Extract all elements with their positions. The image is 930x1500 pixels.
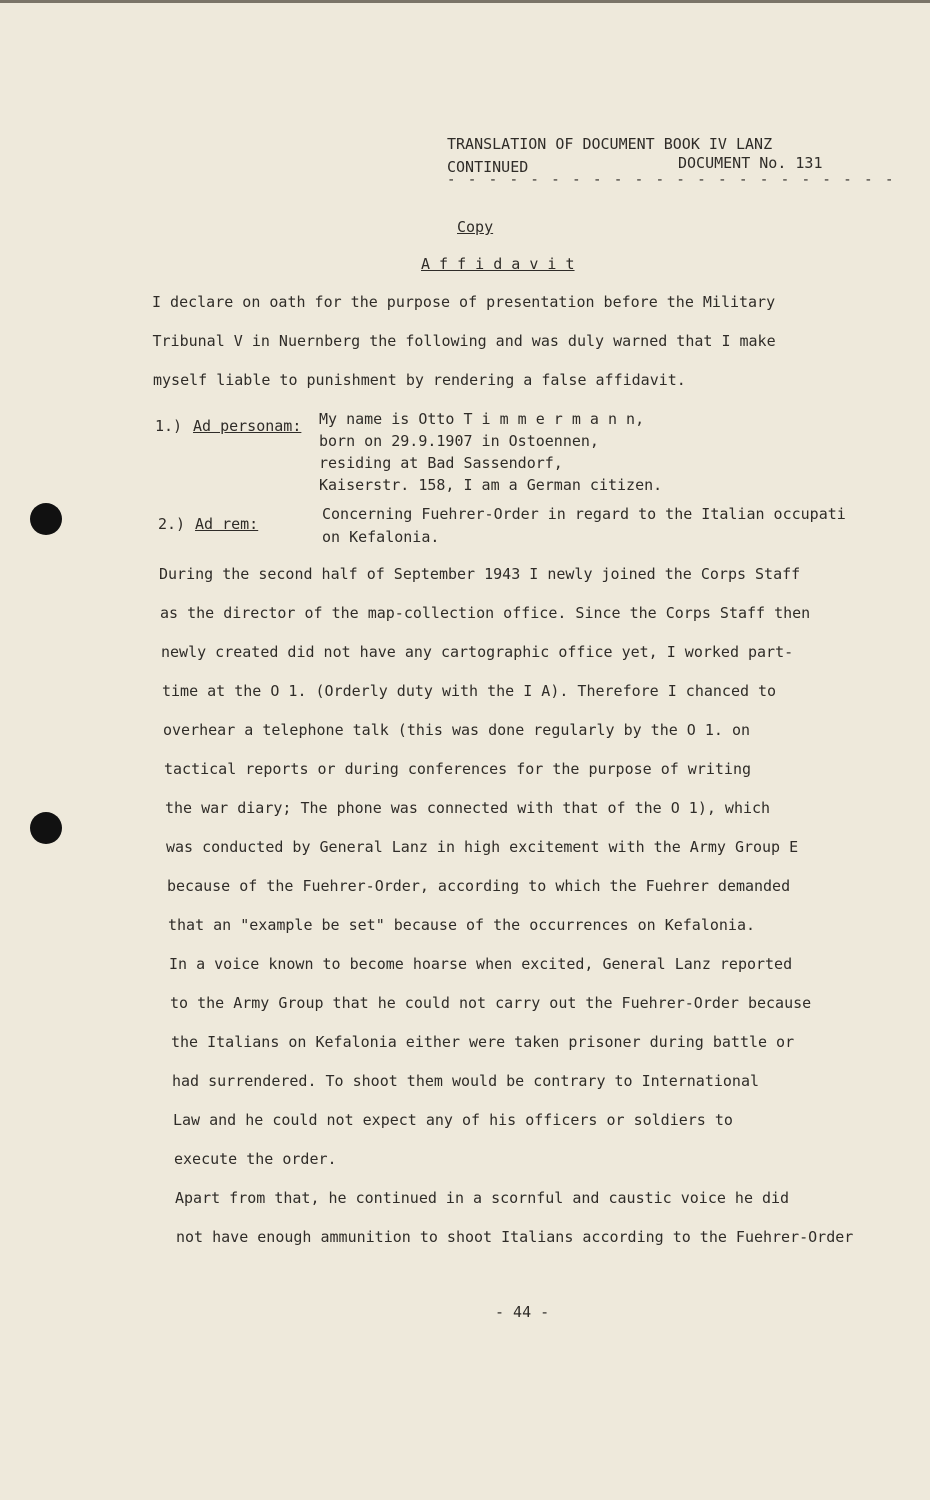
item1-line: born on 29.9.1907 in Ostoennen, xyxy=(319,432,599,450)
body-line: Apart from that, he continued in a scornful and caustic voice he did xyxy=(175,1189,790,1207)
item2-line: on Kefalonia. xyxy=(322,528,440,546)
header-rule: - - - - - - - - - - - - - - - - - - - - - - xyxy=(447,172,896,188)
header-title-line: TRANSLATION OF DOCUMENT BOOK IV LANZ xyxy=(447,135,773,153)
body-line: newly created did not have any cartographic office yet, I worked part- xyxy=(161,643,794,661)
body-line: to the Army Group that he could not carry out the Fuehrer-Order because xyxy=(170,994,812,1012)
body-line: the war diary; The phone was connected with that of the O 1), which xyxy=(165,799,771,817)
body-line: because of the Fuehrer-Order, according to which the Fuehrer demanded xyxy=(167,877,791,895)
body-line: the Italians on Kefalonia either were taken prisoner during battle or xyxy=(171,1033,795,1051)
punch-hole-lower xyxy=(30,812,62,844)
item1-line: My name is Otto T i m m e r m a n n, xyxy=(319,410,645,428)
body-line: time at the O 1. (Orderly duty with the I A). Therefore I chanced to xyxy=(162,682,777,700)
body-line: was conducted by General Lanz in high excitement with the Army Group E xyxy=(166,838,799,856)
copy-label: Copy xyxy=(457,218,494,236)
punch-hole-upper xyxy=(30,503,62,535)
body-line: Law and he could not expect any of his officers or soldiers to xyxy=(173,1111,733,1129)
intro-line: Tribunal V in Nuernberg the following and was duly warned that I make xyxy=(152,332,776,350)
item1-label: Ad personam: xyxy=(193,417,302,435)
body-line: as the director of the map-collection office. Since the Corps Staff then xyxy=(160,604,811,622)
body-line: not have enough ammunition to shoot Italians according to the Fuehrer-Order xyxy=(176,1228,854,1246)
intro-line: myself liable to punishment by rendering a false affidavit. xyxy=(153,371,686,389)
body-line: execute the order. xyxy=(174,1150,337,1168)
item2-line: Concerning Fuehrer-Order in regard to the Italian occupati xyxy=(322,505,846,523)
header-continued: CONTINUED xyxy=(447,158,529,176)
item2-number: 2.) xyxy=(158,515,186,533)
body-line: overhear a telephone talk (this was done regularly by the O 1. on xyxy=(163,721,750,739)
body-line: had surrendered. To shoot them would be contrary to International xyxy=(172,1072,759,1090)
top-edge-line xyxy=(0,0,930,3)
body-line: tactical reports or during conferences for the purpose of writing xyxy=(164,760,751,778)
body-line: that an "example be set" because of the occurrences on Kefalonia. xyxy=(168,916,755,934)
header-document-number: DOCUMENT No. 131 xyxy=(678,154,823,172)
affidavit-title: A f f i d a v i t xyxy=(421,255,575,273)
item1-number: 1.) xyxy=(155,417,183,435)
intro-line: I declare on oath for the purpose of presentation before the Military xyxy=(152,293,776,311)
page-number: - 44 - xyxy=(495,1303,550,1321)
item1-line: residing at Bad Sassendorf, xyxy=(319,454,563,472)
item1-line: Kaiserstr. 158, I am a German citizen. xyxy=(319,476,663,494)
item2-label: Ad rem: xyxy=(195,515,259,533)
body-line: During the second half of September 1943 I newly joined the Corps Staff xyxy=(159,565,801,583)
body-line: In a voice known to become hoarse when excited, General Lanz reported xyxy=(169,955,793,973)
